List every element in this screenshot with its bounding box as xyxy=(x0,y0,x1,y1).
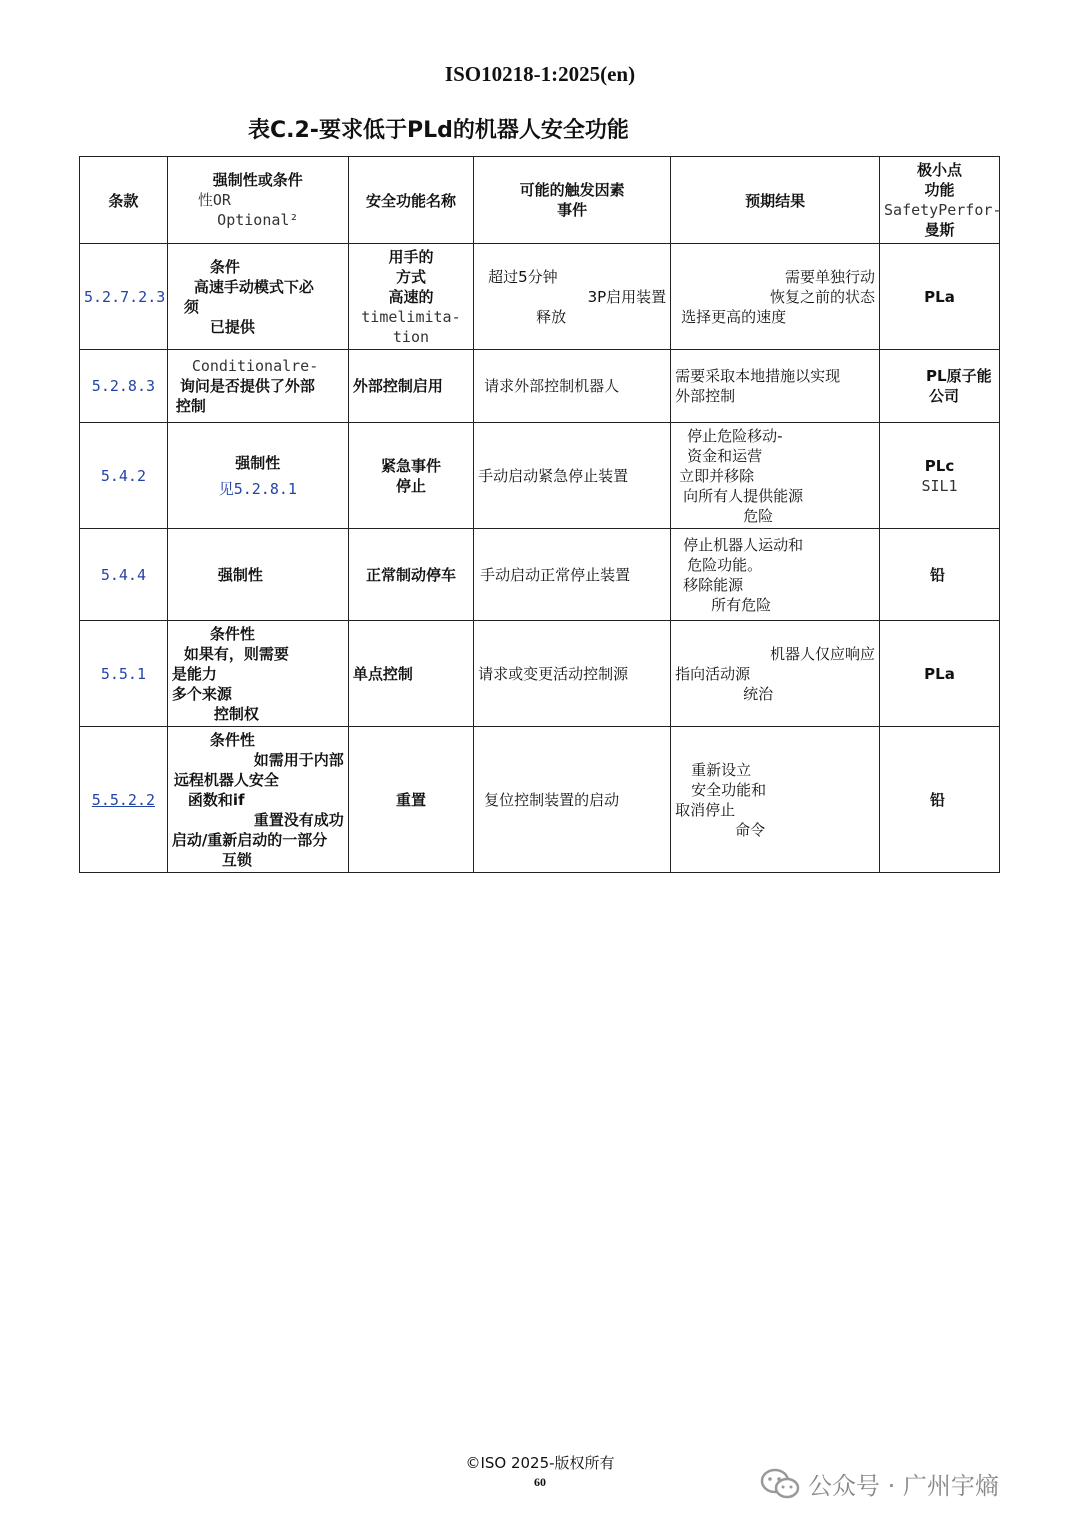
result-cell: 重新设立 安全功能和 取消停止 命令 xyxy=(671,727,880,873)
clause-link[interactable]: 5.2.8.3 xyxy=(80,350,168,423)
mandatory-cell: 条件性 如需用于内部 远程机器人安全 函数和if 重置没有成功 启动/重新启动的一部分 互锁 xyxy=(167,727,348,873)
watermark xyxy=(760,1466,999,1501)
function-name-cell: 紧急事件 停止 xyxy=(348,423,473,529)
header-function-name: 安全功能名称 xyxy=(348,157,473,244)
clause-link[interactable]: 5.2.7.2.3 xyxy=(80,244,168,350)
mandatory-cell: 条件 高速手动模式下必 须 已提供 xyxy=(167,244,348,350)
performance-cell: 铅 xyxy=(880,727,1000,873)
wechat-icon xyxy=(760,1468,800,1500)
table-row xyxy=(80,727,1000,873)
see-reference-link[interactable]: 见5.2.8.1 xyxy=(218,479,297,498)
clause-link[interactable]: 5.4.4 xyxy=(80,529,168,621)
performance-cell: PLa xyxy=(880,244,1000,350)
trigger-cell: 请求或变更活动控制源 xyxy=(474,621,671,727)
page-number: 60 xyxy=(534,1475,546,1489)
header-mandatory: 强制性或条件 性OR Optional² xyxy=(167,157,348,244)
function-name-cell: 单点控制 xyxy=(348,621,473,727)
header-performance: 极小点 功能 SafetyPerfor- 曼斯 xyxy=(880,157,1000,244)
clause-link[interactable]: 5.5.1 xyxy=(80,621,168,727)
result-cell: 机器人仅应响应 指向活动源 统治 xyxy=(671,621,880,727)
performance-cell: 铅 xyxy=(880,529,1000,621)
performance-cell: PL原子能 公司 xyxy=(880,350,1000,423)
trigger-cell: 手动启动正常停止装置 xyxy=(474,529,671,621)
result-cell: 停止机器人运动和 危险功能。 移除能源 所有危险 xyxy=(671,529,880,621)
result-cell: 需要单独行动 恢复之前的状态 选择更高的速度 xyxy=(671,244,880,350)
table-header-row xyxy=(80,157,1000,244)
mandatory-cell: 强制性 见5.2.8.1 xyxy=(167,423,348,529)
copyright-footer: ©ISO 2025-版权所有 xyxy=(465,1454,615,1472)
mandatory-cell: 强制性 xyxy=(167,529,348,621)
function-name-cell: 正常制动停车 xyxy=(348,529,473,621)
mandatory-cell: Conditionalre- 询问是否提供了外部 控制 xyxy=(167,350,348,423)
safety-function-table xyxy=(79,156,1000,873)
table-row xyxy=(80,621,1000,727)
trigger-cell: 超过5分钟 3P启用装置 释放 xyxy=(474,244,671,350)
trigger-cell: 请求外部控制机器人 xyxy=(474,350,671,423)
header-result: 预期结果 xyxy=(671,157,880,244)
function-name-cell: 重置 xyxy=(348,727,473,873)
clause-link[interactable]: 5.4.2 xyxy=(80,423,168,529)
table-row xyxy=(80,423,1000,529)
clause-link[interactable]: 5.5.2.2 xyxy=(80,727,168,873)
performance-cell: PLa xyxy=(880,621,1000,727)
table-row xyxy=(80,350,1000,423)
trigger-cell: 复位控制装置的启动 xyxy=(474,727,671,873)
performance-cell: PLc SIL1 xyxy=(880,423,1000,529)
table-row xyxy=(80,529,1000,621)
function-name-cell: 用手的 方式 高速的 timelimita- tion xyxy=(348,244,473,350)
header-clause: 条款 xyxy=(80,157,168,244)
table-title: 表C.2-要求低于PLd的机器人安全功能 xyxy=(248,118,629,143)
result-cell: 需要采取本地措施以实现 外部控制 xyxy=(671,350,880,423)
watermark-text: 公众号 · 广州宇熵 xyxy=(808,1472,999,1500)
table-row xyxy=(80,244,1000,350)
result-cell: 停止危险移动- 资金和运营 立即并移除 向所有人提供能源 危险 xyxy=(671,423,880,529)
mandatory-cell: 条件性 如果有，则需要 是能力 多个来源 控制权 xyxy=(167,621,348,727)
function-name-cell: 外部控制启用 xyxy=(348,350,473,423)
header-trigger: 可能的触发因素 事件 xyxy=(474,157,671,244)
document-id: ISO10218-1:2025(en) xyxy=(444,62,636,86)
trigger-cell: 手动启动紧急停止装置 xyxy=(474,423,671,529)
